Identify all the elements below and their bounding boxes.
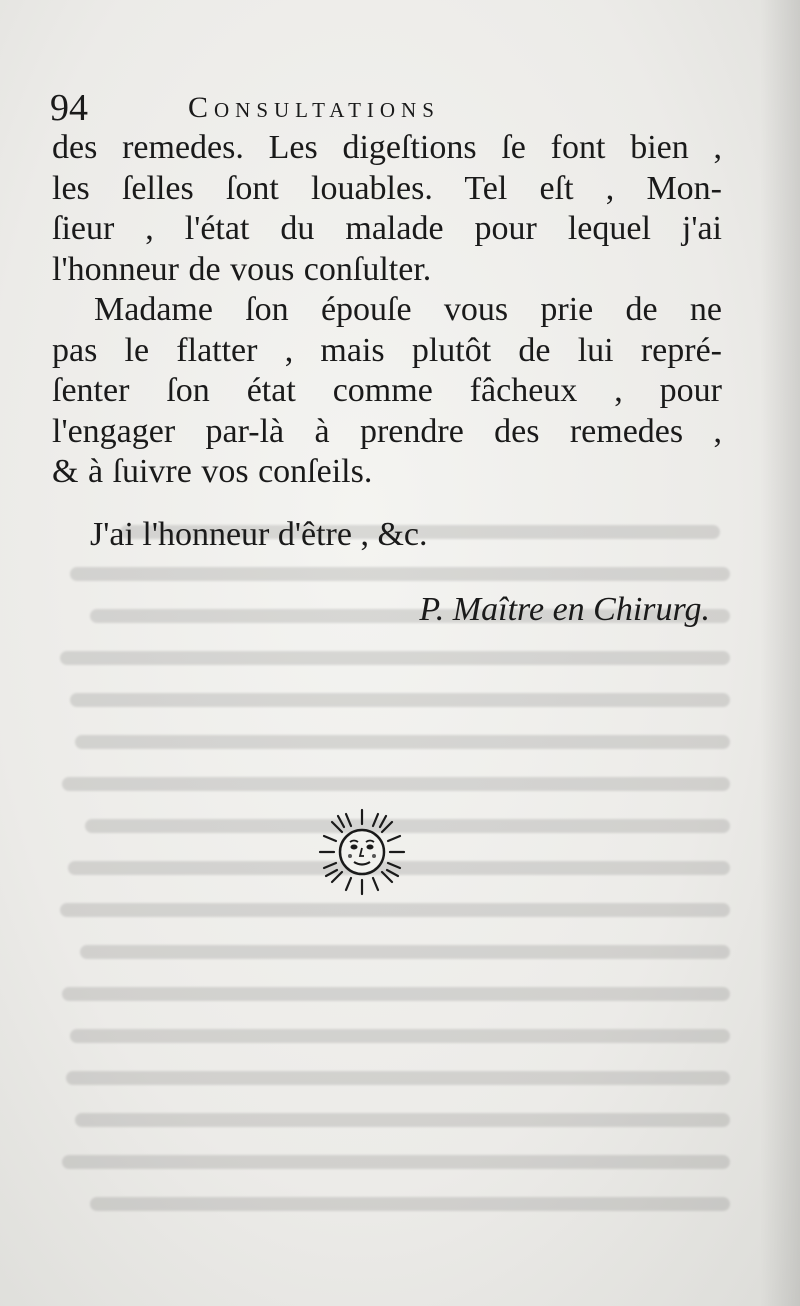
text-line: pas le flatter , mais plutôt de lui repré- [52, 331, 722, 369]
page-header [50, 84, 750, 132]
body-text [52, 128, 722, 493]
text-line: ſieur , l'état du malade pour lequel j'ai [52, 210, 722, 247]
text-line: des remedes. Les digeſtions ſe font bien , [52, 129, 722, 166]
page-number: 94 [50, 87, 88, 129]
text-line: Madame ſon épouſe vous prie de ne [94, 291, 722, 328]
paragraph-2 [52, 290, 722, 493]
text-line: l'engager par-là à prendre des remedes , [52, 412, 722, 450]
paragraph-1 [52, 128, 722, 290]
signature: P. Maître en Chirurg. [419, 591, 710, 628]
running-head: Consultations [188, 91, 440, 124]
text-line: l'honneur de vous conſulter. [52, 250, 432, 288]
closing-formula: J'ai l'honneur d'être , &c. [90, 516, 428, 553]
text-line: les ſelles ſont louables. Tel eſt , Mon- [52, 169, 722, 207]
sun-face-ornament-icon [316, 806, 408, 898]
text-line: ſenter ſon état comme fâcheux , pour [52, 372, 722, 409]
text-line: & à ſuivre vos conſeils. [52, 453, 373, 490]
page-edge-shadow [760, 0, 800, 1306]
